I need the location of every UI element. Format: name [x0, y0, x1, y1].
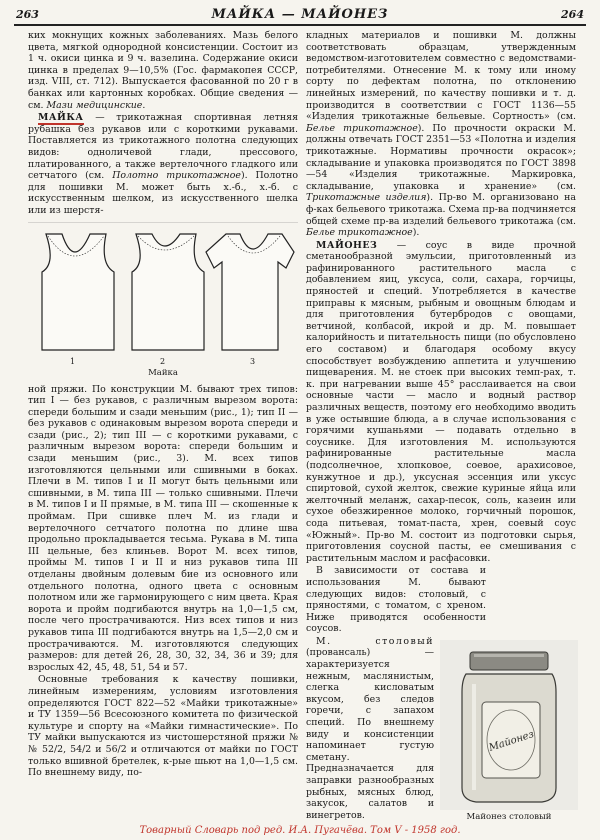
maika-construction-text: ной пряжи. По конструкции М. бывают трех типов: тип I — без рукавов, с различным вырезом ворота: спереди большим и сзади меньшим (рис., 1); тип II — без рукавов с одинаковым вырезом ворота спереди и сзади (рис., 2); тип III — с короткими рукавами, с различным вырезом ворота: спереди большим и сзади меньшим (рис., 3). М. всех типов изготовляются цельными или сшивными в боках. Плечи в М. типов I и II могут быть цельными или сшивными, в М. типа III — только сшивными. Плечи в М. типов I и II прямые, в М. типа III — скошенные к проймам. При сшивке плеч М. из глади и вертелочного сетчатого полотна по длине шва продольно прокладывается тесьма. Рукава в М. типа III цельные, без клиньев. Ворот М. всех типов, проймы М. типов I и II и низ рукавов типа III отделаны двойным долевым бие из основного или отдельного полотна, одного цвета с основным полотном или же гармонирующего с ним цвета. Края ворота и пройм подгибаются внутрь на 1,0—1,5 см, после чего прострачиваются. Низ всех типов и низ рукавов типа III подгибаются внутрь на 1,5—2,0 см и прострачиваются. М. изготовляются следующих размеров: для детей 26, 28, 30, 32, 34, 36 и 39; для взрослых 42, 45, 48, 51, 54 и 57. — [28, 383, 298, 673]
mayonnaise-entry: МАЙОНЕЗ — соус в виде прочной сметанообразной эмульсии, приготовленный из рафинированного растительного масла с добавлением яиц, уксуса, соли, сахара, горчицы, пряностей и специй. Употребляется в качестве приправы к мясным, рыбным и овощным блюдам и для приготовления бутербродов с овощами, ветчиной, колбасой, икрой и др. М. повышает калорийность и питательность пищи (по обусловлено его составом) и благодаря особому вкусу способствует возбуждению аппетита и улучшению пищеварения. М. не стоек при высоких темп-рах, т. к. при нагревании выше 45° расслаивается на свои основные части — масло и водный раствор различных веществ, поэтому его необходимо вводить в уже остывшие блюда, а в случае использования с горячими кушаньями — подавать отдельно в соуснике. Для изготовления М. используются рафинированные растительные масла (подсолнечное, хлопковое, соевое, арахисовое, кунжутное и др.), уксусная эссенция или уксус спиртовой, сухой желток, свежие куриные яйца или желточный меланж, сахар-песок, соль, казеин или сухое обезжиренное молоко, горчичный порошок, сода питьевая, томат-паста, хрен, соевый соус «Южный». Пр-во М. состоит из подготовки сырья, приготовления соусной пасты, ее смешивания с растительным маслом и расфасовки. — [306, 239, 576, 564]
mayonnaise-jar-photo — [440, 640, 578, 820]
maika-quality-text: Основные требования к качеству пошивки, линейным измерениям, условиям изготовления определяются ГОСТ 822—52 «Майки трикотажные» и ТУ 1359—56 Всесоюзного комитета по физической культуре и спорту на «Майки гимнастические». По ТУ майки выпускаются из чистошерстяной пряжи №№ 52/2, 54/2 и 56/2 и отличаются от майки по ГОСТ только вшивной бретелек, к-рые шьют на 1,0—1,5 см. По внешнему виду, по- — [28, 674, 298, 779]
page-number-left: 263 — [16, 8, 39, 21]
page-footer: Товарный Словарь под ред. И.А. Пугачёва. Том V - 1958 год. — [139, 825, 461, 836]
maika-entry: МАЙКА — трикотажная спортивная летняя рубашка без рукавов или с короткими рукавами. Поставляется из трикотажного полотна следующих видов: одноличевой глади, прессового, платированного, а также вертелочного гладкого или сетчатого (см. Полотно трикотажное). Полотно для пошивки М. может быть х.-б., х.-б. с искусственным шелком, из искусственного шелка или из шерстя- — [28, 112, 298, 216]
maika-figure — [28, 222, 298, 380]
cross-reference[interactable]: Белье трикотажное — [306, 227, 413, 239]
figure-label-2: 2 — [160, 356, 166, 366]
maika-continued-text: кладных материалов и пошивки М. должны соответствовать образцам, утвержденным ведомством-изготовителем совместно с ведомствами-потребителями. Отнесение М. к тому или иному сорту по дефектам полотна, по отклонению линейных измерений, по качеству пошивки и т. д. производится в соответствии с ГОСТ 1136—55 «Изделия трикотажные бельевые. Сортность» (см. Белье трикотажное). По прочности окраски М. должны отвечать ГОСТ 2351—53 «Полотна и изделия трикотажные. Нормативы прочности окрасок»; складывание и упаковка производятся по ГОСТ 3898—54 «Изделия трикотажные. Маркировка, складывание, упаковка и хранение» (см. Трикотажные изделия). Пр-во М. организовано на ф-ках бельевого трикотажа. Схема пр-ва подчиняется общей схеме пр-ва изделий бельевого трикотажа (см. Белье трикотажное). — [306, 30, 576, 239]
running-title: МАЙКА — МАЙОНЕЗ — [211, 7, 389, 22]
zinc-ointment-text: ких мокнущих кожных заболеваниях. Мазь белого цвета, мягкой однородной консистенции. Состоит из 1 ч. окиси цинка и 9 ч. вазелина. Содержание окиси цинка в пределах 9—10,5% (Гос. фармакопея СССР, изд. VIII, ст. 712). Выпускается фасованной по 20 г в банках или картонных коробках. Общие сведения — см. Мази медицинские. — [28, 30, 298, 111]
page-number-right: 264 — [561, 8, 584, 21]
figure-label-3: 3 — [250, 356, 256, 366]
jar-label-text: Майонез — [487, 728, 536, 754]
mayonnaise-stolovy-text: М. столовый (провансаль) — характеризуется нежным, маслянистым, слегка кисловатым вкусом, без следов горечи, с запахом специй. По внешнему виду и консистенции напоминает густую сметану. Предназначается для заправки разнообразных рыбных, мясных блюд, закусок, салатов и винегретов. — [306, 635, 434, 821]
cross-reference[interactable]: Трикотажные изделия — [306, 192, 427, 204]
subentry-headword: М. столовый — [316, 635, 434, 647]
mayonnaise-types-text: В зависимости от состава и использования М. бывают следующих видов: столовый, с пряностями, с томатом, с хреном. Ниже приводятся особенности соусов. — [306, 565, 486, 635]
cross-reference[interactable]: Мази медицинские. — [46, 99, 146, 111]
figure-label-1: 1 — [70, 356, 76, 366]
figure-caption: Майка — [148, 367, 178, 378]
page-header — [14, 6, 586, 26]
entry-headword-mayonnaise: МАЙОНЕЗ — [316, 239, 378, 251]
left-column — [28, 30, 298, 780]
entry-headword-maika: МАЙКА — [38, 112, 84, 124]
maika-illustration — [28, 222, 298, 367]
cross-reference[interactable]: Полотно трикотажное — [112, 170, 241, 182]
jar-image — [440, 640, 578, 810]
cross-reference[interactable]: Белье трикотажное — [306, 122, 418, 134]
jar-caption: Майонез столовый — [466, 812, 552, 822]
